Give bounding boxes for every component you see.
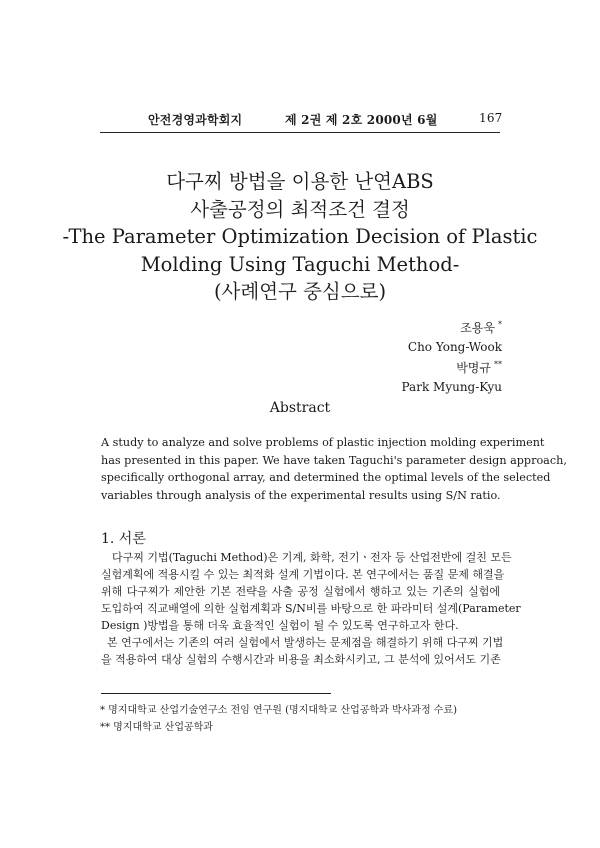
abstract-body [101, 434, 567, 504]
author-1-korean [402, 316, 502, 338]
footnotes [100, 702, 457, 736]
title-english-line-2: Molding Using Taguchi Method- [140, 252, 460, 276]
title-korean-line-2: 사출공정의 최적조건 결정 [190, 197, 410, 221]
journal-name: 안전경영과학회지 [148, 113, 243, 127]
abstract-heading: Abstract [269, 400, 331, 416]
running-header [0, 111, 600, 129]
body-line: 본 연구에서는 기존의 여러 실험에서 발생하는 문제점을 해결하기 위해 다구찌 기법 [107, 636, 504, 649]
body-line: 다구찌 기법(Taguchi Method)은 기계, 화학, 전기ㆍ전자 등 산업전반에 걸친 모든 [112, 551, 512, 564]
author-1-korean-name: 조용욱 [460, 321, 495, 335]
page-number: 167 [479, 111, 503, 125]
abstract-line: specifically orthogonal array, and determined the optimal levels of the selected [101, 471, 551, 484]
body-line: Design )방법을 통해 더욱 효율적인 실험이 될 수 있도록 연구하고자 한다. [101, 619, 459, 632]
abstract-line: A study to analyze and solve problems of plastic injection molding experiment [101, 436, 545, 449]
footnote-rule [101, 693, 331, 694]
body-line: 도입하여 직교배열에 의한 실험계획과 S/N비를 바탕으로 한 파라미터 설계(Parameter [101, 602, 521, 615]
paper-title [60, 168, 540, 306]
title-subtitle: (사례연구 중심으로) [213, 280, 387, 303]
author-2-footnote-mark: ** [494, 360, 502, 369]
footnote-2: ** 명지대학교 산업공학과 [100, 722, 213, 733]
abstract-line: variables through analysis of the experimental results using S/N ratio. [101, 488, 501, 502]
title-korean-line-1: 다구찌 방법을 이용한 난연ABS [166, 170, 434, 193]
author-1-footnote-mark: * [498, 320, 502, 329]
author-list [402, 316, 502, 396]
author-2-korean-name: 박명규 [456, 361, 491, 375]
footnote-1: * 명지대학교 산업기술연구소 전임 연구원 (명지대학교 산업공학과 박사과정 수료) [100, 705, 458, 716]
author-1-english: Cho Yong-Wook [407, 339, 502, 354]
body-line: 위해 다구찌가 제안한 기본 전략을 사출 공정 실험에서 행하고 있는 기존의 실험에 [101, 585, 500, 598]
issue-info: 제 2권 제 2호 2000년 6월 [285, 113, 438, 127]
section-heading-introduction: 1. 서론 [101, 531, 146, 547]
author-2-korean [402, 356, 502, 378]
body-line: 실험계획에 적용시킬 수 있는 최적화 설계 기법이다. 본 연구에서는 품질 문제 해결을 [101, 568, 505, 581]
body-line: 을 적용하여 대상 실험의 수행시간과 비용을 최소화시키고, 그 분석에 있어서도 기존 [101, 653, 501, 666]
abstract-line: has presented in this paper. We have taken Taguchi's parameter design approach, [101, 453, 567, 467]
author-2-english: Park Myung-Kyu [401, 379, 502, 394]
header-rule [100, 132, 500, 133]
section-introduction-body [101, 549, 521, 668]
title-english-line-1: -The Parameter Optimization Decision of Plastic [62, 225, 538, 248]
